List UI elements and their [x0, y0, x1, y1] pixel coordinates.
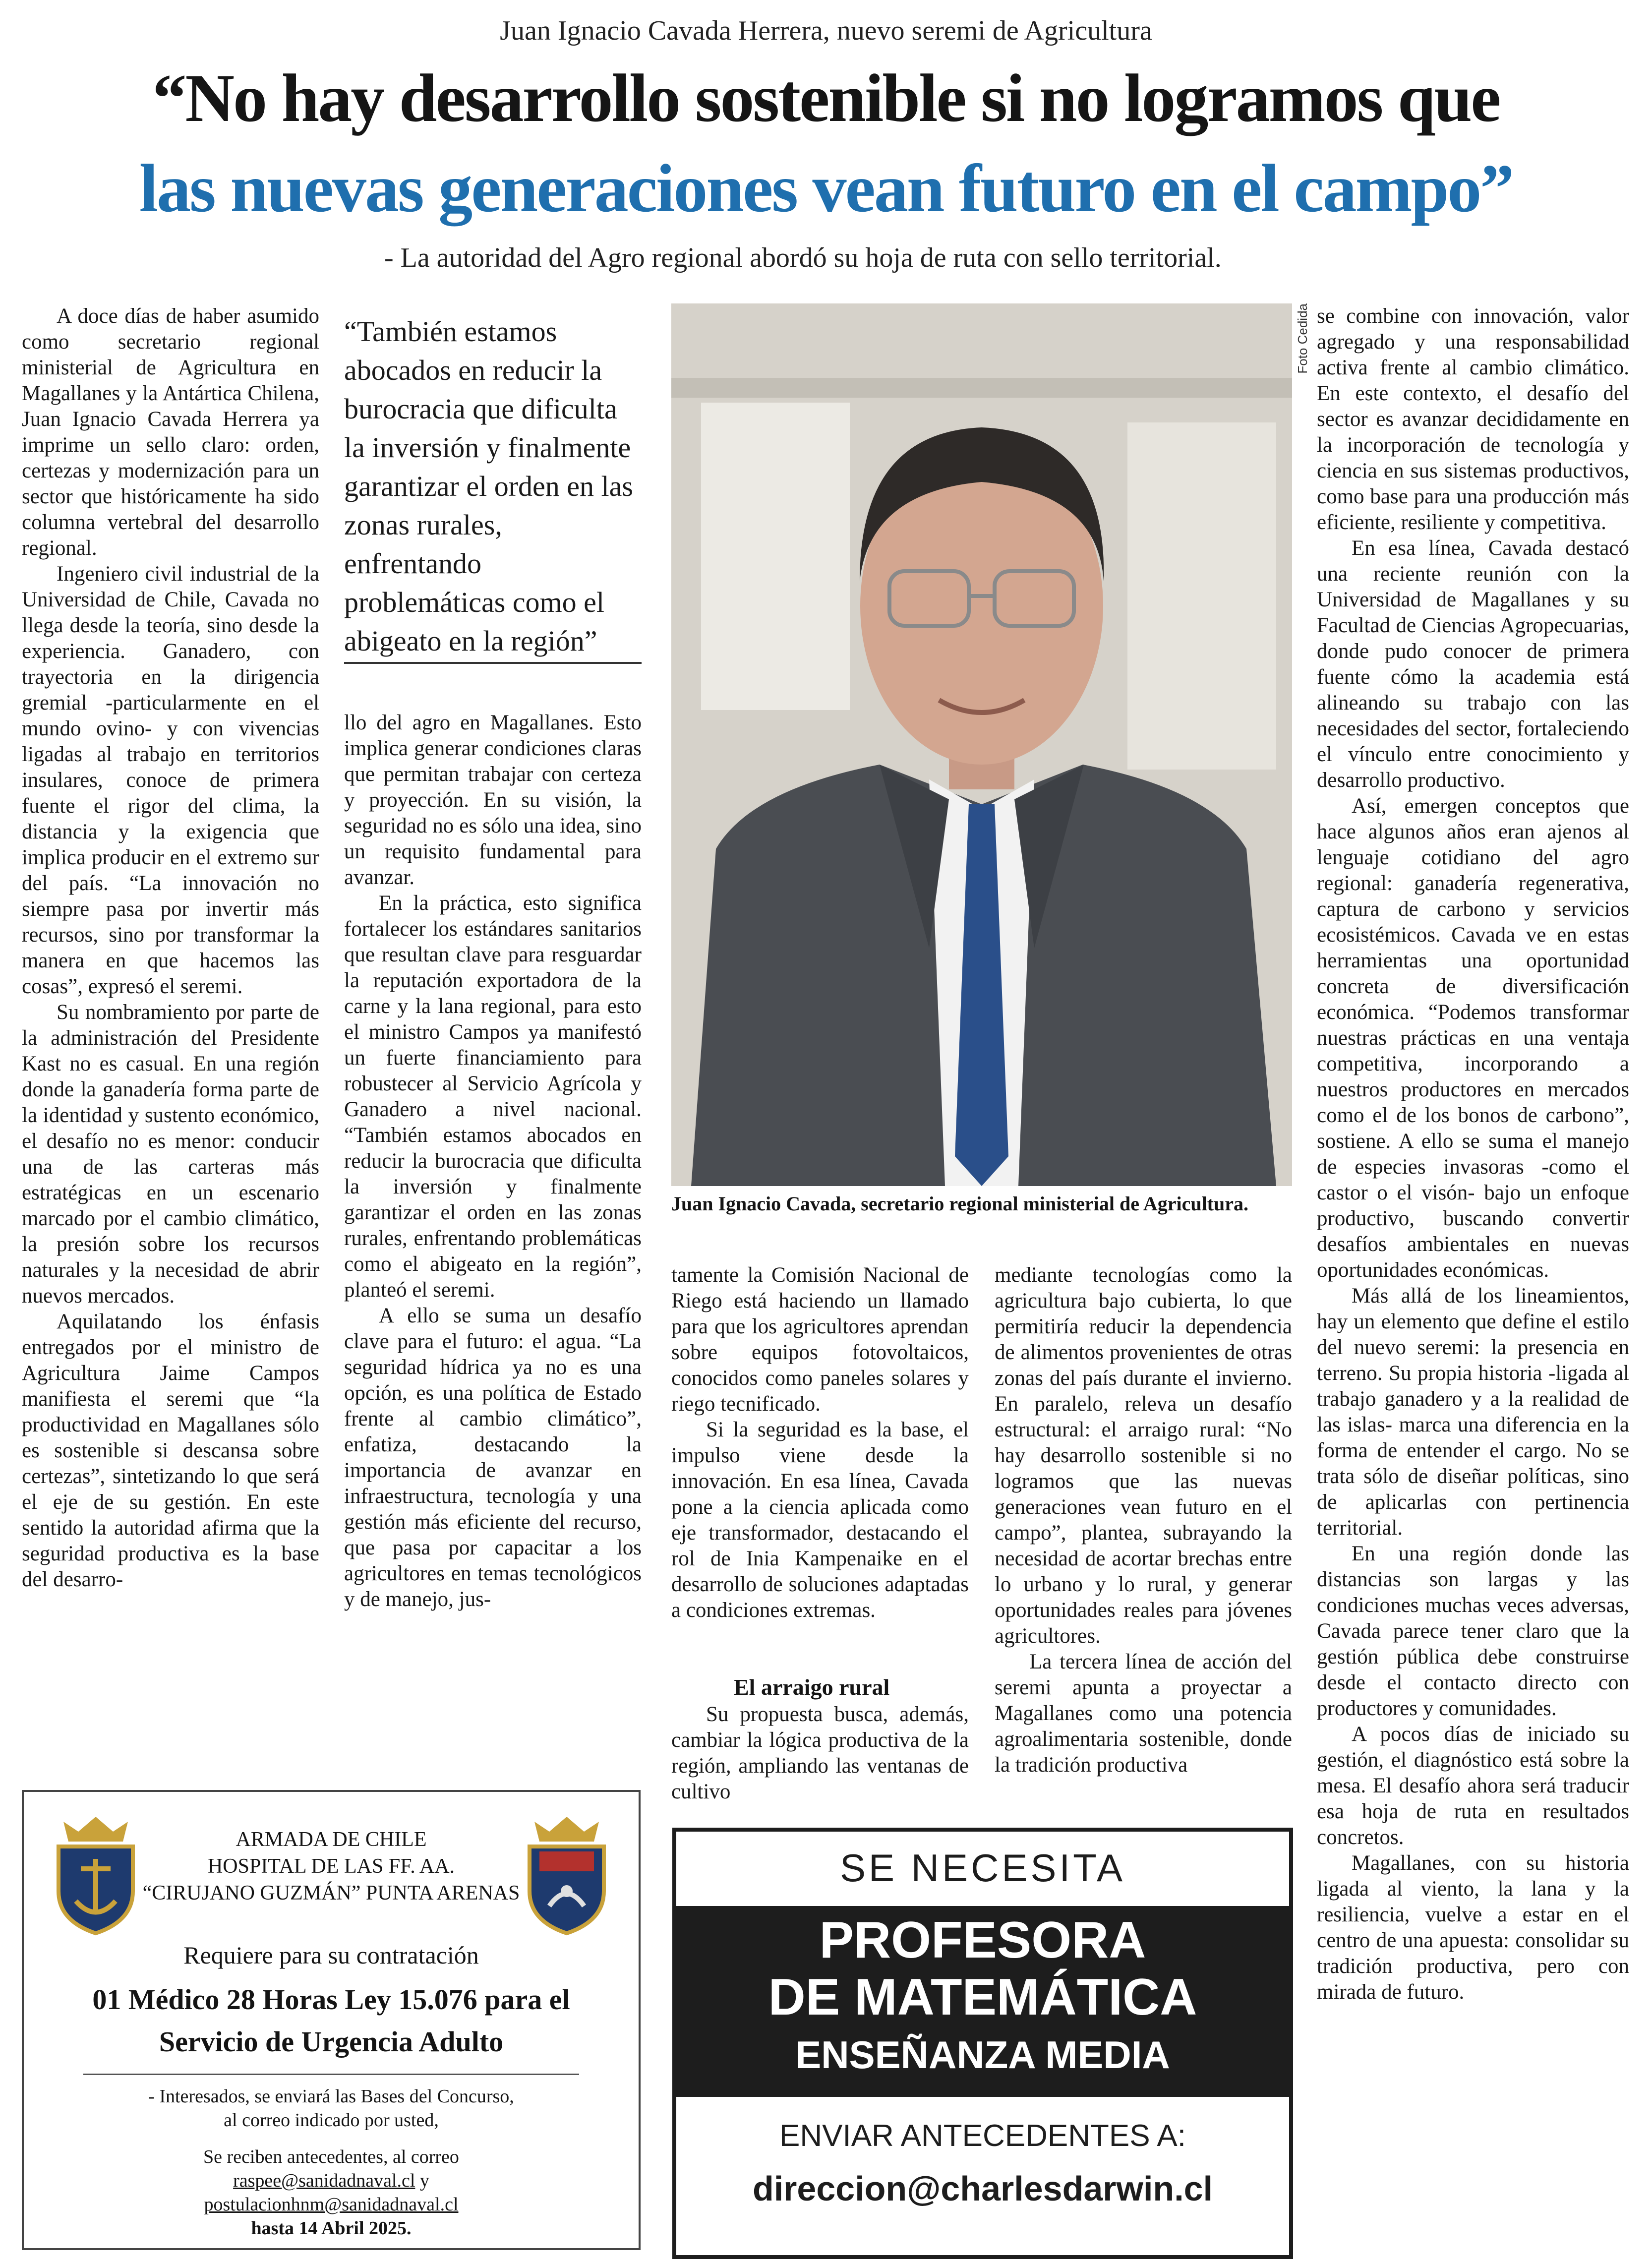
ad-org-line-2: HOSPITAL DE LAS FF. AA. [207, 1855, 455, 1878]
ad-position-line-2: Servicio de Urgencia Adulto [159, 2025, 504, 2058]
paragraph: A doce días de haber asumido como secretario regional ministerial de Agricultura en Magallanes y la Antártica Chilena, Juan Ignacio Cavada Herrera ya imprime un sello claro: orden, certezas y modernización para un sector que históricamente ha sido columna vertebral del desarrollo regional. [22, 304, 319, 560]
ad-school-title-line-2: DE MATEMÁTICA [768, 1968, 1197, 2026]
column-5 [1317, 303, 1629, 2255]
paragraph: Aquilatando los énfasis entregados por el ministro de Agricultura Jaime Campos manifiesta el seremi que “la productividad en Magallanes sólo es sostenible si descansa sobre certezas”, sintetizando lo que será el eje de su gestión. En este sentido la autoridad afirma que la seguridad productiva es la base del desarro- [22, 1310, 319, 1591]
photo-caption: Juan Ignacio Cavada, secretario regional ministerial de Agricultura. [671, 1192, 1249, 1215]
ad-note-line-2: al correo indicado por usted, [224, 2110, 439, 2131]
article-subhead: - La autoridad del Agro regional abordó su hoja de ruta con sello territorial. [384, 242, 1222, 273]
ad-email-1-link[interactable]: raspee@sanidadnaval.cl [233, 2170, 415, 2191]
ad-org-line-1: ARMADA DE CHILE [236, 1828, 427, 1851]
column-3b [671, 1702, 969, 1811]
ad-receive-line: Se reciben antecedentes, al correo [203, 2146, 459, 2167]
paragraph: En la práctica, esto significa fortalecer los estándares sanitarios que resultan clave para resguardar la reputación exportadora de la carne y la lana regional, para esto el ministro Campos ya manifestó un fuerte financiamiento para robustecer al Servicio Agrícola y Ganadero a nivel nacional. “También estamos abocados en reducir la burocracia que dificulta la inversión y finalmente garantizar el orden en las zonas rurales, enfrentando problemáticas como el abigeato en la región”, planteó el seremi. [344, 892, 642, 1302]
ad-requires: Requiere para su contratación [183, 1941, 479, 1969]
hospital-job-ad [22, 1790, 641, 2250]
pull-quote: “También estamos abocados en reducir la burocracia que dificulta la inversión y finalmente garantizar el orden en las zonas rurales, enfrentando problemáticas como el abigeato en la región” [344, 315, 633, 657]
headline-line-2: las nuevas generaciones vean futuro en el campo” [139, 150, 1513, 226]
pull-quote-rule [344, 662, 642, 664]
paragraph: Ingeniero civil industrial de la Universidad de Chile, Cavada no llega desde la teoría, sino desde la experiencia. Ganadero, con trayectoria en la dirigencia gremial -particularmente en el mundo ovino- y con vivencias ligadas al trabajo en territorios insulares, conoce de primera fuente el rigor del clima, la distancia y la exigencia que implica producir en el extremo sur del país. “La innovación no siempre pasa por invertir más recursos, sino por transformar la manera en que hacemos las cosas”, expresó el seremi. [22, 562, 319, 998]
paragraph: A pocos días de iniciado su gestión, el diagnóstico está sobre la mesa. El desafío ahora será traducir esa hoja de ruta en resultados concretos. [1317, 1723, 1629, 1849]
paragraph: Magallanes, con su historia ligada al viento, la lana y la resiliencia, vuelve a estar en el centro de una apuesta: consolidar su tradición productiva, pero con mirada de futuro. [1317, 1851, 1629, 2004]
portrait-photo [671, 303, 1292, 1186]
ad-school-title-line-1: PROFESORA [819, 1911, 1146, 1969]
paragraph: En una región donde las distancias son largas y las condiciones muchas veces adversas, Cavada parece tener claro que la gestión pública debe construirse desde el contacto directo con productores y comunidades. [1317, 1542, 1629, 1720]
paragraph: Así, emergen conceptos que hace algunos años eran ajenos al lenguaje cotidiano del agro regional: ganadería regenerativa, captura de carbono y servicios ecosistémicos. Cavada ve en estas herramientas una oportunidad concreta de diversificación económica. “Podemos transformar nuestras prácticas en una ventaja competitiva, incorporando a nuestros productores en mercados como el de los bonos de carbono”, sostiene. A ello se suma el manejo de especies invasoras -como el castor o el visón- bajo un enfoque productivo, buscando convertir desafíos ambientales en nuevas oportunidades económicas. [1317, 794, 1629, 1282]
paragraph: llo del agro en Magallanes. Esto implica generar condiciones claras que permitan trabajar con certeza y proyección. En su visión, la seguridad no es sólo una idea, sino un requisito fundamental para avanzar. [344, 711, 642, 889]
article-kicker: Juan Ignacio Cavada Herrera, nuevo seremi de Agricultura [500, 15, 1152, 46]
column-3a [671, 1262, 969, 1659]
column-2 [344, 710, 642, 1759]
ad-school-header: SE NECESITA [839, 1846, 1125, 1890]
paragraph: La tercera línea de acción del seremi apunta a proyectar a Magallanes como una potencia agroalimentaria sostenible, donde la tradición productiva [995, 1650, 1292, 1777]
paragraph: Su nombramiento por parte de la administración del Presidente Kast no es casual. En una región donde la ganadería forma parte de la identidad y sustento económico, el desafío no es menor: conducir una de las carteras más estratégicas en un escenario marcado por el cambio climático, la presión sobre los recursos naturales y la necesidad de abrir nuevos mercados. [22, 1001, 319, 1308]
ad-divider [83, 2074, 579, 2075]
ad-position-line-1: 01 Médico 28 Horas Ley 15.076 para el [92, 1983, 570, 2016]
ad-school-send-label: ENVIAR ANTECEDENTES A: [779, 2119, 1186, 2153]
ad-org-line-3: “CIRUJANO GUZMÁN” PUNTA ARENAS [142, 1882, 520, 1905]
paragraph: se combine con innovación, valor agregado y una responsabilidad activa frente al cambio climático. En este contexto, el desafío del sector es avanzar decididamente en la incorporación de tecnología y ciencia en sus sistemas productivos, como base para una producción más eficiente, resiliente y competitiva. [1317, 304, 1629, 534]
headline-line-1: “No hay desarrollo sostenible si no logramos que [152, 60, 1500, 136]
portrait-illustration [671, 303, 1292, 1186]
paragraph: En esa línea, Cavada destacó una reciente reunión con la Universidad de Magallanes y su Facultad de Ciencias Agropecuarias, donde pudo conocer de primera fuente cómo la academia está alineando su trabajo con las necesidades del sector, fortaleciendo el vínculo entre conocimiento y desarrollo productivo. [1317, 536, 1629, 792]
paragraph: Si la seguridad es la base, el impulso viene desde la innovación. En esa línea, Cavada pone a la ciencia aplicada como eje transformador, destacando el rol de Inia Kampenaike en el desarrollo de soluciones adaptadas a condiciones extremas. [671, 1418, 969, 1622]
ad-email-2-link[interactable]: postulacionhnm@sanidadnaval.cl [204, 2194, 459, 2215]
ad-school-level: ENSEÑANZA MEDIA [795, 2033, 1170, 2077]
ad-deadline: hasta 14 Abril 2025. [251, 2218, 412, 2239]
column-1 [22, 303, 319, 1759]
teacher-job-ad [672, 1828, 1293, 2259]
ad-note-line-1: - Interesados, se enviará las Bases del Concurso, [148, 2086, 514, 2107]
column-4 [995, 1262, 1292, 1813]
paragraph: A ello se suma un desafío clave para el futuro: el agua. “La seguridad hídrica ya no es una opción, es una política de Estado frente al cambio climático”, enfatiza, destacando la importancia de avanzar en infraestructura, tecnología y una gestión más eficiente del recurso, que pasa por capacitar a los agricultores en temas tecnológicos y de manejo, jus- [344, 1304, 642, 1611]
photo-credit: Foto Cedida [1295, 303, 1310, 374]
ad-email-1-suffix: y [415, 2170, 429, 2191]
ad-school-email-link[interactable]: direccion@charlesdarwin.cl [752, 2169, 1213, 2208]
section-subtitle: El arraigo rural [734, 1674, 890, 1700]
paragraph: mediante tecnologías como la agricultura bajo cubierta, lo que permitiría reducir la dependencia de alimentos provenientes de otras zonas del país durante el invierno. En paralelo, releva un desafío estructural: el arraigo rural: “No hay desarrollo sostenible si no logramos que las nuevas generaciones vean futuro en el campo”, plantea, subrayando la necesidad de acortar brechas entre lo urbano y lo rural, y generar oportunidades reales para jóvenes agricultores. [995, 1263, 1292, 1648]
paragraph: tamente la Comisión Nacional de Riego está haciendo un llamado para que los agricultores aprendan sobre equipos fotovoltaicos, conocidos como paneles solares y riego tecnificado. [671, 1263, 969, 1416]
paragraph: Su propuesta busca, además, cambiar la lógica productiva de la región, ampliando las ventanas de cultivo [671, 1703, 969, 1803]
ad-email-line-1 [24, 2170, 639, 2192]
paragraph: Más allá de los lineamientos, hay un elemento que define el estilo del nuevo seremi: la presencia en terreno. Su propia historia -ligada al trabajo ganadero y a la realidad de las islas- marca una diferencia en la forma de entender el cargo. No se trata sólo de diseñar políticas, sino de aplicarlas con pertinencia territorial. [1317, 1284, 1629, 1540]
